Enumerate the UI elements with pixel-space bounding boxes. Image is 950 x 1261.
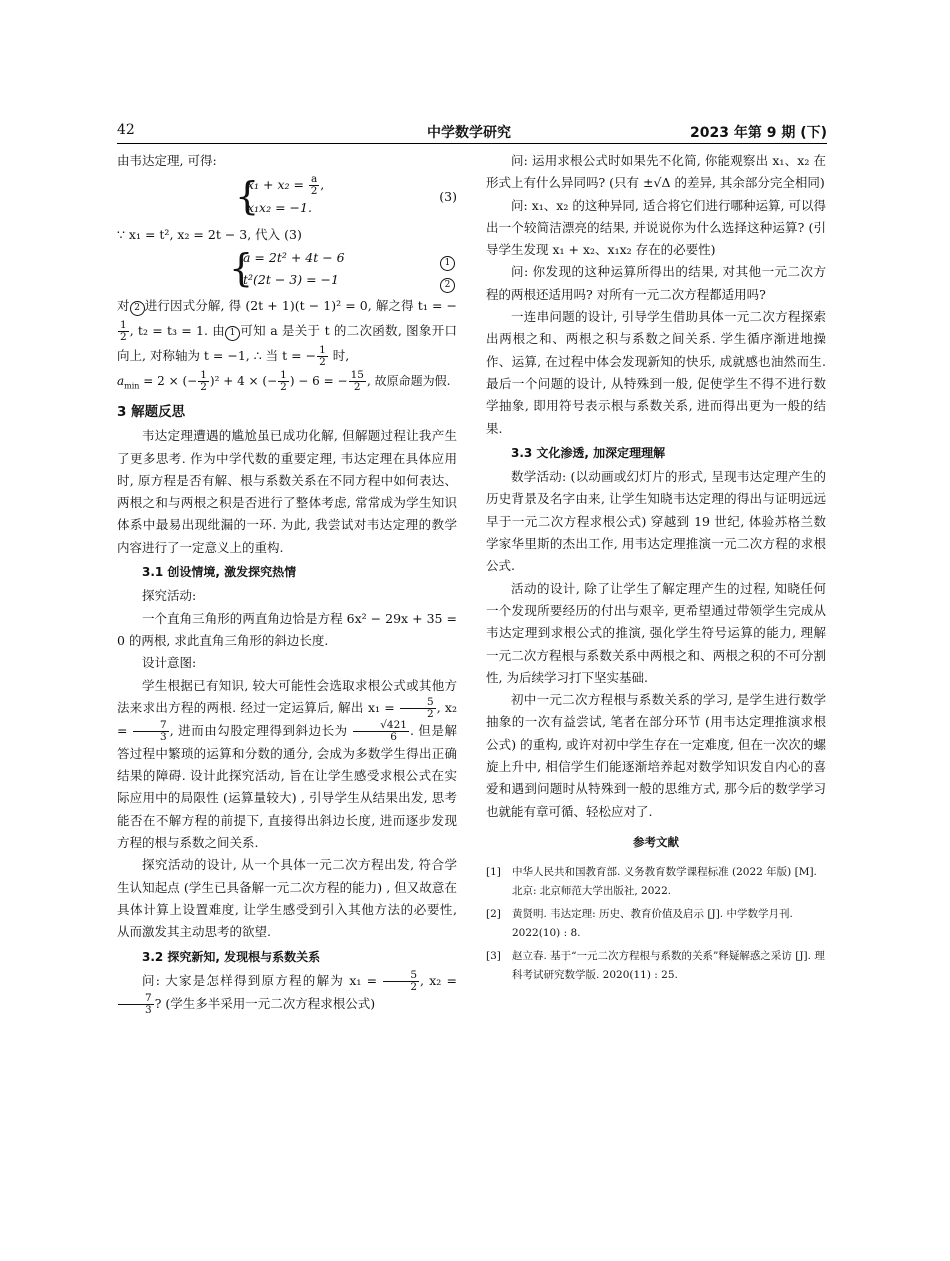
journal-title: 中学数学研究 bbox=[427, 125, 511, 141]
sys2-line1: a = 2t² + 4t − 6 bbox=[243, 249, 345, 265]
frac-1-2: $\frac{1}{2}$ bbox=[280, 368, 287, 393]
frac-a-over-2: $\frac{a}{2}$ bbox=[310, 173, 318, 198]
running-header bbox=[117, 122, 827, 142]
factor-paragraph: 对 2 进行因式分解, 得 (2t + 1)(t − 1)² = 0, 解之得 t₁ = − $\frac{1}{2}$ , t₂ = t₃ = 1. 由 1 可知 a 是关于 t 的二次函数, 图象开口向上, 对称轴为 t = −1, ∴ 当 t = − $\frac{1}{2}$ 时, bbox=[117, 297, 457, 368]
equation-system-3: { x₁ + x₂ = $\frac{a}{2}$ , x₁x₂ = −1. (3) bbox=[235, 173, 457, 219]
question-paragraph: 问: 大家是怎样得到原方程的解为 x₁ = $\frac{5}{2}$ , x₂ = $\frac{7}{3}$ ? (学生多半采用一元二次方程求根公式) bbox=[117, 970, 457, 1016]
question-1: 问: 运用求根公式时如果先不化简, 你能观察出 x₁、x₂ 在形式上有什么异同吗? (只有 ±√Δ 的差异, 其余部分完全相同) bbox=[486, 153, 826, 191]
intro-text: 由韦达定理, 可得: bbox=[117, 153, 217, 168]
frac-1-2: $\frac{1}{2}$ bbox=[200, 368, 207, 393]
final-paragraph: 初中一元二次方程根与系数关系的学习, 是学生进行数学抽象的一次有益尝试, 笔者在部分环节 (用韦达定理推演求根公式) 的重构, 或许对初中学生存在一定难度, 但在一次次的螺旋上升中, 相信学生们能逐渐培养起对数学知识发自内心的喜爱和遇到问题时从特殊到一般的思维方式, 那今后的数学学习也就能有章可循、轻松应对了. bbox=[486, 692, 826, 819]
left-column bbox=[117, 150, 457, 1016]
equation-system-2 bbox=[117, 247, 457, 293]
sys1-line1: x₁ + x₂ = bbox=[247, 177, 308, 193]
sys2-line2: t²(2t − 3) = −1 bbox=[243, 271, 339, 287]
brace: { bbox=[235, 174, 260, 219]
reference-item: [2] 黄贤明. 韦达定理: 历史、教育价值及启示 [J]. 中学数学月刊. 2022(10) : 8. bbox=[486, 908, 793, 940]
section-3-heading: 3 解题反思 bbox=[117, 403, 186, 420]
frac-5-2: $\frac{5}{2}$ bbox=[400, 697, 436, 720]
right-column bbox=[486, 150, 826, 989]
equation-number: (3) bbox=[439, 189, 457, 205]
sys1-line2: x₁x₂ = −1. bbox=[247, 200, 312, 216]
frac-5-2: $\frac{5}{2}$ bbox=[383, 970, 419, 993]
substitution-text: ∵ x₁ = t², x₂ = 2t − 3, 代入 (3) bbox=[117, 227, 302, 243]
references-title: 参考文献 bbox=[633, 834, 679, 849]
activity-design-paragraph: 活动的设计, 除了让学生了解定理产生的过程, 知晓任何一个发现所要经历的付出与艰辛, 更希望通过带领学生完成从韦达定理到求根公式的推演, 强化学生符号运算的能力, 理解一元二次方程根与系数关系中两根之和、两根之积的不可分割性, 为后续学习打下坚实基础. bbox=[486, 580, 826, 685]
activity-paragraph: 探究活动的设计, 从一个具体一元二次方程出发, 符合学生认知起点 (学生已具备解一元二次方程的能力) , 但又故意在具体计算上设置难度, 让学生感受到引入其他方法的必要性, 从而激发其主动思考的欲望. bbox=[117, 857, 457, 940]
series-paragraph: 一连串问题的设计, 引导学生借助具体一元二次方程探索出两根之和、两根之积与系数之间关系. 学生循序渐进地操作、运算, 在过程中体会发现新知的快乐, 成就感也油然而生. 最后一个问题的设计, 从特殊到一般, 促使学生不得不进行数学抽象, 即用符号表示根与系数关系, 进而得出更为一般的结果. bbox=[486, 309, 826, 436]
circled-ref-1: 1 bbox=[225, 326, 240, 341]
header-rule bbox=[117, 143, 827, 144]
section-3-3-heading: 3.3 文化渗透, 加深定理理解 bbox=[511, 445, 666, 460]
math-activity-paragraph: 数学活动: (以动画或幻灯片的形式, 呈现韦达定理产生的历史背景及名字由来, 让学生知晓韦达定理的得出与证明远远早于一元二次方程求根公式) 穿越到 19 世纪, 体验苏格兰数学家华里斯的杰出工作, 用韦达定理推演一元二次方程的求根公式. bbox=[486, 469, 826, 574]
circled-ref-2: 2 bbox=[130, 301, 145, 316]
reflection-paragraph: 韦达定理遭遇的尴尬虽已成功化解, 但解题过程让我产生了更多思考. 作为中学代数的重要定理, 韦达定理在具体应用时, 原方程是否有解、根与系数关系在不同方程中如何表达、两根之和与两根之积是否进行了整体考虑, 常常成为学生知识体系中最易出现纰漏的一环. 为此, 我尝试对韦达定理的教学内容进行了一定意义上的重构. bbox=[117, 428, 457, 555]
circled-number-1: 1 bbox=[440, 250, 455, 272]
issue-label: 2023 年第 9 期 (下) bbox=[690, 125, 827, 141]
triangle-problem: 一个直角三角形的两直角边恰是方程 6x² − 29x + 35 = 0 的两根, 求此直角三角形的斜边长度. bbox=[117, 610, 457, 648]
section-3-2-heading: 3.2 探究新知, 发现根与系数关系 bbox=[142, 949, 321, 964]
amin-line: $a_{min} = 2$ × (− $\frac{1}{2}$ )² + 4 × (− $\frac{1}{2}$ ) − 6 = − $\frac{15}{2}$ , 故原命题为假. bbox=[117, 368, 451, 393]
frac-7-3: $\frac{7}{3}$ bbox=[133, 720, 169, 743]
reference-item: [1] 中华人民共和国教育部. 义务教育数学课程标准 (2022 年版) [M]. 北京: 北京师范大学出版社, 2022. bbox=[486, 866, 817, 898]
circled-number-2: 2 bbox=[440, 272, 455, 294]
brace: { bbox=[229, 245, 254, 290]
design-label: 设计意图: bbox=[142, 655, 197, 671]
question-3: 问: 你发现的这种运算所得出的结果, 对其他一元二次方程的两根还适用吗? 对所有一元二次方程都适用吗? bbox=[486, 264, 826, 302]
frac-15-2: $\frac{15}{2}$ bbox=[350, 368, 364, 393]
reference-item: [3] 赵立春. 基于“一元二次方程根与系数的关系”释疑解惑之采访 [J]. 理科考试研究数学版. 2020(11) : 25. bbox=[486, 950, 825, 982]
page-number: 42 bbox=[117, 122, 135, 138]
frac-sqrt421-6: $\frac{√421}{6}$ bbox=[353, 720, 409, 743]
question-2: 问: x₁、x₂ 的这种异同, 适合将它们进行哪种运算, 可以得出一个较简洁漂亮的结果, 并说说你为什么选择这种运算? (引导学生发现 x₁ + x₂、x₁x₂ 存在的必要性) bbox=[486, 197, 826, 258]
frac-1-2: $\frac{1}{2}$ bbox=[120, 318, 127, 343]
design-paragraph: 学生根据已有知识, 较大可能性会选取求根公式或其他方法来求出方程的两根. 经过一定运算后, 解出 x₁ = $\frac{5}{2}$ , x₂ = $\frac{7}{3}$ , 进而由勾股定理得到斜边长为 $\frac{√421}{6}$ . 但是解答过程中繁琐的运算和分数的通分, 会成为多数学生得出正确结果的障碍. 设计此探究活动, 旨在让学生感受求根公式在实际应用中的局限性 (运算量较大) , 引导学生从结果出发, 思考能否在不解方程的前提下, 直接得出斜边长度, 进而逐步发现方程的根与系数之间关系. bbox=[117, 677, 458, 851]
section-3-1-heading: 3.1 创设情境, 激发探究热情 bbox=[142, 565, 297, 580]
explore-label: 探究活动: bbox=[142, 588, 197, 604]
frac-1-2: $\frac{1}{2}$ bbox=[319, 343, 326, 368]
frac-7-3: $\frac{7}{3}$ bbox=[118, 993, 154, 1016]
